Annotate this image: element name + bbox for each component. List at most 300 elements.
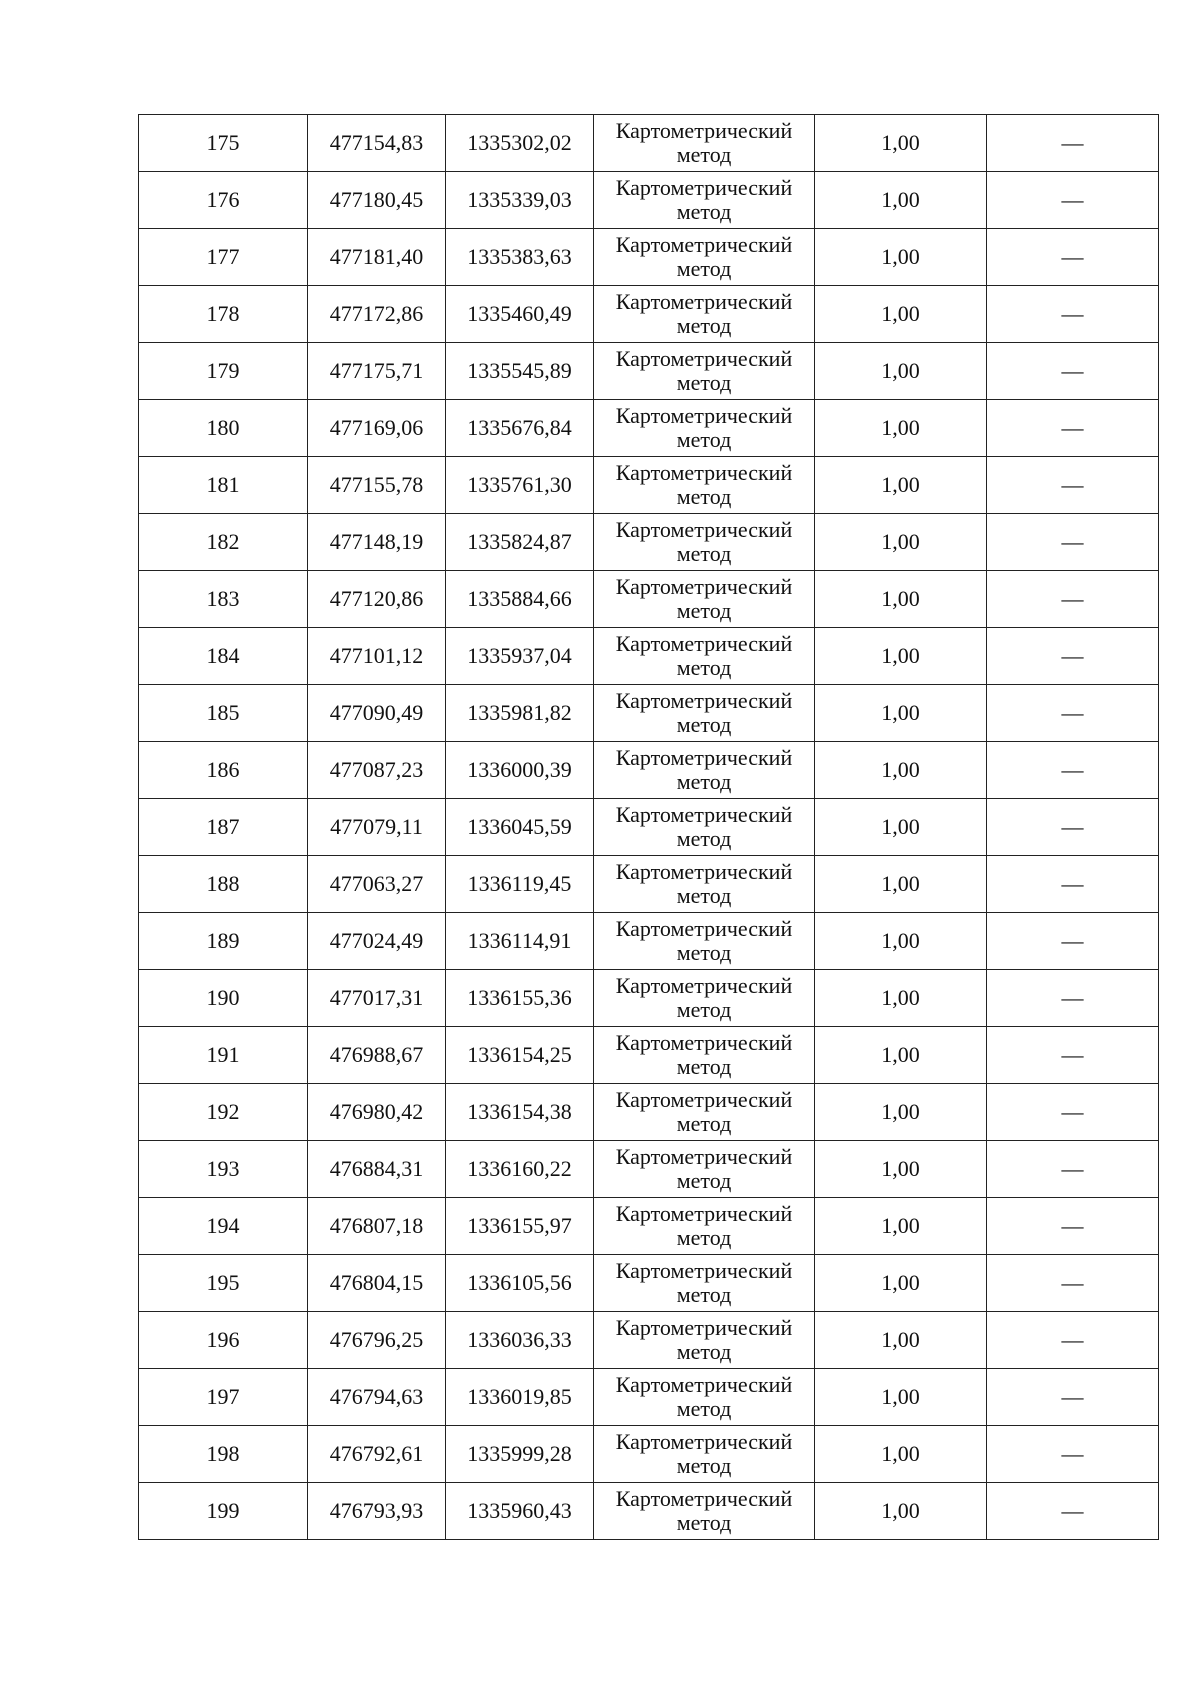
x-coordinate: 476980,42 bbox=[329, 1099, 424, 1124]
point-number-cell bbox=[139, 1255, 308, 1312]
description-value: — bbox=[1061, 1327, 1084, 1352]
x-coordinate-cell bbox=[308, 1312, 446, 1369]
point-number: 186 bbox=[206, 757, 240, 782]
y-coordinate: 1336155,36 bbox=[467, 985, 572, 1010]
x-coordinate: 477079,11 bbox=[330, 814, 423, 839]
description-value: — bbox=[1061, 130, 1084, 155]
method-text-line-2: метод bbox=[676, 1453, 732, 1478]
method-text-line-1: Картометрический bbox=[615, 973, 793, 998]
y-coordinate-cell bbox=[446, 286, 594, 343]
table-row bbox=[139, 286, 1159, 343]
method-text-line-2: метод bbox=[676, 598, 732, 623]
y-coordinate-cell bbox=[446, 229, 594, 286]
error-cell bbox=[815, 514, 987, 571]
table-row bbox=[139, 1483, 1159, 1540]
description-value: — bbox=[1061, 529, 1084, 554]
description-cell bbox=[987, 514, 1159, 571]
x-coordinate: 477169,06 bbox=[329, 415, 424, 440]
point-number-cell bbox=[139, 229, 308, 286]
method-text-line-1: Картометрический bbox=[615, 1486, 793, 1511]
method-text-line-2: метод bbox=[676, 655, 732, 680]
method-text-line-2: метод bbox=[676, 256, 732, 281]
y-coordinate-cell bbox=[446, 400, 594, 457]
y-coordinate-cell bbox=[446, 742, 594, 799]
point-number-cell bbox=[139, 343, 308, 400]
description-cell bbox=[987, 286, 1159, 343]
x-coordinate-cell bbox=[308, 172, 446, 229]
table-row bbox=[139, 970, 1159, 1027]
point-number: 175 bbox=[206, 130, 240, 155]
point-number: 177 bbox=[206, 244, 240, 269]
description-cell bbox=[987, 1312, 1159, 1369]
point-number: 193 bbox=[206, 1156, 240, 1181]
description-value: — bbox=[1061, 415, 1084, 440]
table-row bbox=[139, 457, 1159, 514]
y-coordinate: 1336160,22 bbox=[467, 1156, 572, 1181]
method-text-line-1: Картометрический bbox=[615, 859, 793, 884]
description-value: — bbox=[1061, 1042, 1084, 1067]
x-coordinate: 477180,45 bbox=[329, 187, 424, 212]
method-text-line-2: метод bbox=[676, 370, 732, 395]
description-cell bbox=[987, 457, 1159, 514]
method-text-line-1: Картометрический bbox=[615, 460, 793, 485]
x-coordinate: 477087,23 bbox=[329, 757, 424, 782]
x-coordinate-cell bbox=[308, 1369, 446, 1426]
description-cell bbox=[987, 172, 1159, 229]
error-value: 1,00 bbox=[881, 358, 920, 383]
description-value: — bbox=[1061, 928, 1084, 953]
error-value: 1,00 bbox=[881, 1099, 920, 1124]
method-text-line-1: Картометрический bbox=[615, 802, 793, 827]
x-coordinate-cell bbox=[308, 1084, 446, 1141]
x-coordinate: 476884,31 bbox=[329, 1156, 424, 1181]
method-text-line-1: Картометрический bbox=[615, 1315, 793, 1340]
method-text-line-2: метод bbox=[676, 1510, 732, 1535]
x-coordinate-cell bbox=[308, 970, 446, 1027]
point-number: 199 bbox=[206, 1498, 240, 1523]
point-number: 176 bbox=[206, 187, 240, 212]
method-cell bbox=[594, 286, 815, 343]
method-text-line-2: метод bbox=[676, 1282, 732, 1307]
point-number: 198 bbox=[206, 1441, 240, 1466]
table-row bbox=[139, 1198, 1159, 1255]
table-row bbox=[139, 571, 1159, 628]
method-cell bbox=[594, 457, 815, 514]
table-row bbox=[139, 628, 1159, 685]
error-cell bbox=[815, 742, 987, 799]
error-cell bbox=[815, 685, 987, 742]
error-value: 1,00 bbox=[881, 985, 920, 1010]
y-coordinate: 1335981,82 bbox=[467, 700, 572, 725]
y-coordinate-cell bbox=[446, 1255, 594, 1312]
x-coordinate-cell bbox=[308, 343, 446, 400]
description-value: — bbox=[1061, 814, 1084, 839]
x-coordinate: 476807,18 bbox=[329, 1213, 424, 1238]
method-text-line-1: Картометрический bbox=[615, 631, 793, 656]
error-value: 1,00 bbox=[881, 1384, 920, 1409]
y-coordinate-cell bbox=[446, 970, 594, 1027]
error-cell bbox=[815, 172, 987, 229]
error-value: 1,00 bbox=[881, 1042, 920, 1067]
y-coordinate: 1336036,33 bbox=[467, 1327, 572, 1352]
error-value: 1,00 bbox=[881, 757, 920, 782]
method-text-line-1: Картометрический bbox=[615, 1258, 793, 1283]
description-cell bbox=[987, 1255, 1159, 1312]
y-coordinate-cell bbox=[446, 913, 594, 970]
table-row bbox=[139, 172, 1159, 229]
y-coordinate: 1336045,59 bbox=[467, 814, 572, 839]
y-coordinate-cell bbox=[446, 685, 594, 742]
method-text-line-1: Картометрический bbox=[615, 1429, 793, 1454]
y-coordinate-cell bbox=[446, 1141, 594, 1198]
x-coordinate-cell bbox=[308, 628, 446, 685]
y-coordinate: 1336155,97 bbox=[467, 1213, 572, 1238]
error-cell bbox=[815, 1084, 987, 1141]
point-number: 184 bbox=[206, 643, 240, 668]
error-value: 1,00 bbox=[881, 1441, 920, 1466]
description-value: — bbox=[1061, 871, 1084, 896]
point-number-cell bbox=[139, 1483, 308, 1540]
y-coordinate-cell bbox=[446, 1312, 594, 1369]
x-coordinate: 477024,49 bbox=[329, 928, 424, 953]
x-coordinate-cell bbox=[308, 1198, 446, 1255]
y-coordinate-cell bbox=[446, 1198, 594, 1255]
method-cell bbox=[594, 343, 815, 400]
method-text-line-2: метод bbox=[676, 769, 732, 794]
description-cell bbox=[987, 742, 1159, 799]
y-coordinate-cell bbox=[446, 856, 594, 913]
description-cell bbox=[987, 1198, 1159, 1255]
error-value: 1,00 bbox=[881, 700, 920, 725]
x-coordinate-cell bbox=[308, 229, 446, 286]
point-number-cell bbox=[139, 172, 308, 229]
error-cell bbox=[815, 1312, 987, 1369]
description-cell bbox=[987, 1483, 1159, 1540]
y-coordinate: 1335937,04 bbox=[467, 643, 572, 668]
x-coordinate: 476793,93 bbox=[329, 1498, 424, 1523]
method-text-line-1: Картометрический bbox=[615, 346, 793, 371]
point-number: 192 bbox=[206, 1099, 240, 1124]
method-text-line-1: Картометрический bbox=[615, 916, 793, 941]
method-cell bbox=[594, 1255, 815, 1312]
y-coordinate: 1335460,49 bbox=[467, 301, 572, 326]
table-row bbox=[139, 913, 1159, 970]
error-cell bbox=[815, 1198, 987, 1255]
description-cell bbox=[987, 1141, 1159, 1198]
description-value: — bbox=[1061, 643, 1084, 668]
point-number-cell bbox=[139, 970, 308, 1027]
point-number: 178 bbox=[206, 301, 240, 326]
point-number-cell bbox=[139, 685, 308, 742]
method-text-line-1: Картометрический bbox=[615, 175, 793, 200]
y-coordinate: 1336000,39 bbox=[467, 757, 572, 782]
y-coordinate-cell bbox=[446, 172, 594, 229]
error-cell bbox=[815, 286, 987, 343]
method-cell bbox=[594, 1426, 815, 1483]
description-cell bbox=[987, 1084, 1159, 1141]
table-row bbox=[139, 343, 1159, 400]
error-cell bbox=[815, 970, 987, 1027]
method-cell bbox=[594, 856, 815, 913]
point-number: 187 bbox=[206, 814, 240, 839]
x-coordinate: 477120,86 bbox=[329, 586, 424, 611]
error-cell bbox=[815, 1141, 987, 1198]
y-coordinate-cell bbox=[446, 1027, 594, 1084]
point-number: 180 bbox=[206, 415, 240, 440]
method-text-line-1: Картометрический bbox=[615, 688, 793, 713]
description-value: — bbox=[1061, 244, 1084, 269]
error-cell bbox=[815, 1426, 987, 1483]
y-coordinate-cell bbox=[446, 514, 594, 571]
point-number-cell bbox=[139, 400, 308, 457]
y-coordinate-cell bbox=[446, 1084, 594, 1141]
point-number: 189 bbox=[206, 928, 240, 953]
method-text-line-2: метод bbox=[676, 427, 732, 452]
description-value: — bbox=[1061, 700, 1084, 725]
x-coordinate: 477063,27 bbox=[329, 871, 424, 896]
table-row bbox=[139, 1426, 1159, 1483]
point-number-cell bbox=[139, 1426, 308, 1483]
error-value: 1,00 bbox=[881, 1156, 920, 1181]
error-cell bbox=[815, 400, 987, 457]
point-number-cell bbox=[139, 1369, 308, 1426]
point-number: 194 bbox=[206, 1213, 240, 1238]
point-number: 196 bbox=[206, 1327, 240, 1352]
error-cell bbox=[815, 229, 987, 286]
description-cell bbox=[987, 685, 1159, 742]
error-value: 1,00 bbox=[881, 643, 920, 668]
point-number-cell bbox=[139, 457, 308, 514]
description-value: — bbox=[1061, 757, 1084, 782]
method-text-line-2: метод bbox=[676, 541, 732, 566]
x-coordinate-cell bbox=[308, 286, 446, 343]
method-cell bbox=[594, 799, 815, 856]
x-coordinate: 477148,19 bbox=[329, 529, 424, 554]
method-text-line-2: метод bbox=[676, 199, 732, 224]
point-number: 181 bbox=[206, 472, 240, 497]
method-text-line-2: метод bbox=[676, 826, 732, 851]
error-value: 1,00 bbox=[881, 814, 920, 839]
table-row bbox=[139, 1027, 1159, 1084]
description-cell bbox=[987, 229, 1159, 286]
description-cell bbox=[987, 799, 1159, 856]
point-number-cell bbox=[139, 1141, 308, 1198]
x-coordinate: 477154,83 bbox=[329, 130, 424, 155]
error-cell bbox=[815, 1027, 987, 1084]
error-cell bbox=[815, 343, 987, 400]
error-value: 1,00 bbox=[881, 1498, 920, 1523]
point-number-cell bbox=[139, 115, 308, 172]
point-number-cell bbox=[139, 1312, 308, 1369]
error-cell bbox=[815, 115, 987, 172]
description-value: — bbox=[1061, 1213, 1084, 1238]
method-text-line-2: метод bbox=[676, 1168, 732, 1193]
error-value: 1,00 bbox=[881, 1327, 920, 1352]
point-number: 191 bbox=[206, 1042, 240, 1067]
method-text-line-2: метод bbox=[676, 1111, 732, 1136]
x-coordinate: 476794,63 bbox=[329, 1384, 424, 1409]
error-value: 1,00 bbox=[881, 1270, 920, 1295]
x-coordinate-cell bbox=[308, 685, 446, 742]
y-coordinate-cell bbox=[446, 1369, 594, 1426]
point-number-cell bbox=[139, 286, 308, 343]
x-coordinate: 477155,78 bbox=[329, 472, 424, 497]
error-cell bbox=[815, 799, 987, 856]
y-coordinate: 1336154,38 bbox=[467, 1099, 572, 1124]
description-cell bbox=[987, 115, 1159, 172]
x-coordinate-cell bbox=[308, 742, 446, 799]
y-coordinate-cell bbox=[446, 628, 594, 685]
error-value: 1,00 bbox=[881, 130, 920, 155]
error-value: 1,00 bbox=[881, 187, 920, 212]
y-coordinate: 1335676,84 bbox=[467, 415, 572, 440]
method-cell bbox=[594, 514, 815, 571]
point-number: 197 bbox=[206, 1384, 240, 1409]
method-cell bbox=[594, 1084, 815, 1141]
method-text-line-2: метод bbox=[676, 1054, 732, 1079]
x-coordinate-cell bbox=[308, 514, 446, 571]
x-coordinate-cell bbox=[308, 1255, 446, 1312]
y-coordinate: 1335339,03 bbox=[467, 187, 572, 212]
x-coordinate-cell bbox=[308, 400, 446, 457]
point-number: 195 bbox=[206, 1270, 240, 1295]
point-number-cell bbox=[139, 742, 308, 799]
error-cell bbox=[815, 628, 987, 685]
error-cell bbox=[815, 1369, 987, 1426]
method-cell bbox=[594, 970, 815, 1027]
y-coordinate: 1335383,63 bbox=[467, 244, 572, 269]
description-cell bbox=[987, 1369, 1159, 1426]
x-coordinate-cell bbox=[308, 1027, 446, 1084]
description-value: — bbox=[1061, 1156, 1084, 1181]
error-cell bbox=[815, 856, 987, 913]
y-coordinate: 1335999,28 bbox=[467, 1441, 572, 1466]
description-cell bbox=[987, 1426, 1159, 1483]
y-coordinate-cell bbox=[446, 343, 594, 400]
description-cell bbox=[987, 1027, 1159, 1084]
method-cell bbox=[594, 1483, 815, 1540]
y-coordinate: 1335960,43 bbox=[467, 1498, 572, 1523]
error-value: 1,00 bbox=[881, 586, 920, 611]
point-number-cell bbox=[139, 1084, 308, 1141]
y-coordinate-cell bbox=[446, 1426, 594, 1483]
y-coordinate: 1335761,30 bbox=[467, 472, 572, 497]
x-coordinate-cell bbox=[308, 856, 446, 913]
point-number-cell bbox=[139, 799, 308, 856]
x-coordinate-cell bbox=[308, 1483, 446, 1540]
description-value: — bbox=[1061, 358, 1084, 383]
method-cell bbox=[594, 400, 815, 457]
method-text-line-1: Картометрический bbox=[615, 1372, 793, 1397]
error-value: 1,00 bbox=[881, 472, 920, 497]
point-number-cell bbox=[139, 571, 308, 628]
method-text-line-2: метод bbox=[676, 883, 732, 908]
table-row bbox=[139, 229, 1159, 286]
description-value: — bbox=[1061, 301, 1084, 326]
point-number-cell bbox=[139, 913, 308, 970]
error-value: 1,00 bbox=[881, 301, 920, 326]
description-cell bbox=[987, 343, 1159, 400]
method-cell bbox=[594, 913, 815, 970]
table-row bbox=[139, 1141, 1159, 1198]
method-cell bbox=[594, 1027, 815, 1084]
method-cell bbox=[594, 1141, 815, 1198]
point-number-cell bbox=[139, 628, 308, 685]
y-coordinate: 1336154,25 bbox=[467, 1042, 572, 1067]
method-cell bbox=[594, 742, 815, 799]
method-text-line-2: метод bbox=[676, 997, 732, 1022]
method-text-line-1: Картометрический bbox=[615, 289, 793, 314]
x-coordinate: 477101,12 bbox=[329, 643, 424, 668]
error-cell bbox=[815, 1255, 987, 1312]
table-row bbox=[139, 1084, 1159, 1141]
description-value: — bbox=[1061, 586, 1084, 611]
method-text-line-2: метод bbox=[676, 940, 732, 965]
table-row bbox=[139, 1312, 1159, 1369]
point-number: 190 bbox=[206, 985, 240, 1010]
description-cell bbox=[987, 913, 1159, 970]
table-row bbox=[139, 514, 1159, 571]
error-cell bbox=[815, 1483, 987, 1540]
description-cell bbox=[987, 628, 1159, 685]
x-coordinate-cell bbox=[308, 1426, 446, 1483]
x-coordinate-cell bbox=[308, 571, 446, 628]
error-value: 1,00 bbox=[881, 244, 920, 269]
description-value: — bbox=[1061, 1498, 1084, 1523]
description-cell bbox=[987, 856, 1159, 913]
description-cell bbox=[987, 970, 1159, 1027]
error-value: 1,00 bbox=[881, 529, 920, 554]
description-value: — bbox=[1061, 1441, 1084, 1466]
method-text-line-2: метод bbox=[676, 142, 732, 167]
coordinates-table-body bbox=[139, 115, 1159, 1540]
description-value: — bbox=[1061, 472, 1084, 497]
y-coordinate-cell bbox=[446, 115, 594, 172]
y-coordinate-cell bbox=[446, 571, 594, 628]
point-number-cell bbox=[139, 514, 308, 571]
x-coordinate: 477017,31 bbox=[329, 985, 424, 1010]
point-number: 185 bbox=[206, 700, 240, 725]
method-text-line-2: метод bbox=[676, 1339, 732, 1364]
table-row bbox=[139, 115, 1159, 172]
method-cell bbox=[594, 685, 815, 742]
y-coordinate: 1336105,56 bbox=[467, 1270, 572, 1295]
error-cell bbox=[815, 913, 987, 970]
description-value: — bbox=[1061, 1384, 1084, 1409]
description-value: — bbox=[1061, 1099, 1084, 1124]
point-number: 182 bbox=[206, 529, 240, 554]
description-value: — bbox=[1061, 985, 1084, 1010]
point-number: 188 bbox=[206, 871, 240, 896]
method-text-line-2: метод bbox=[676, 712, 732, 737]
method-cell bbox=[594, 115, 815, 172]
y-coordinate: 1335824,87 bbox=[467, 529, 572, 554]
table-row bbox=[139, 1255, 1159, 1312]
x-coordinate: 477090,49 bbox=[329, 700, 424, 725]
error-value: 1,00 bbox=[881, 1213, 920, 1238]
method-text-line-1: Картометрический bbox=[615, 517, 793, 542]
y-coordinate: 1336114,91 bbox=[467, 928, 572, 953]
table-row bbox=[139, 685, 1159, 742]
method-text-line-2: метод bbox=[676, 313, 732, 338]
point-number-cell bbox=[139, 1198, 308, 1255]
y-coordinate: 1336019,85 bbox=[467, 1384, 572, 1409]
error-cell bbox=[815, 571, 987, 628]
method-text-line-1: Картометрический bbox=[615, 118, 793, 143]
method-text-line-1: Картометрический bbox=[615, 1201, 793, 1226]
description-value: — bbox=[1061, 187, 1084, 212]
table-row bbox=[139, 400, 1159, 457]
